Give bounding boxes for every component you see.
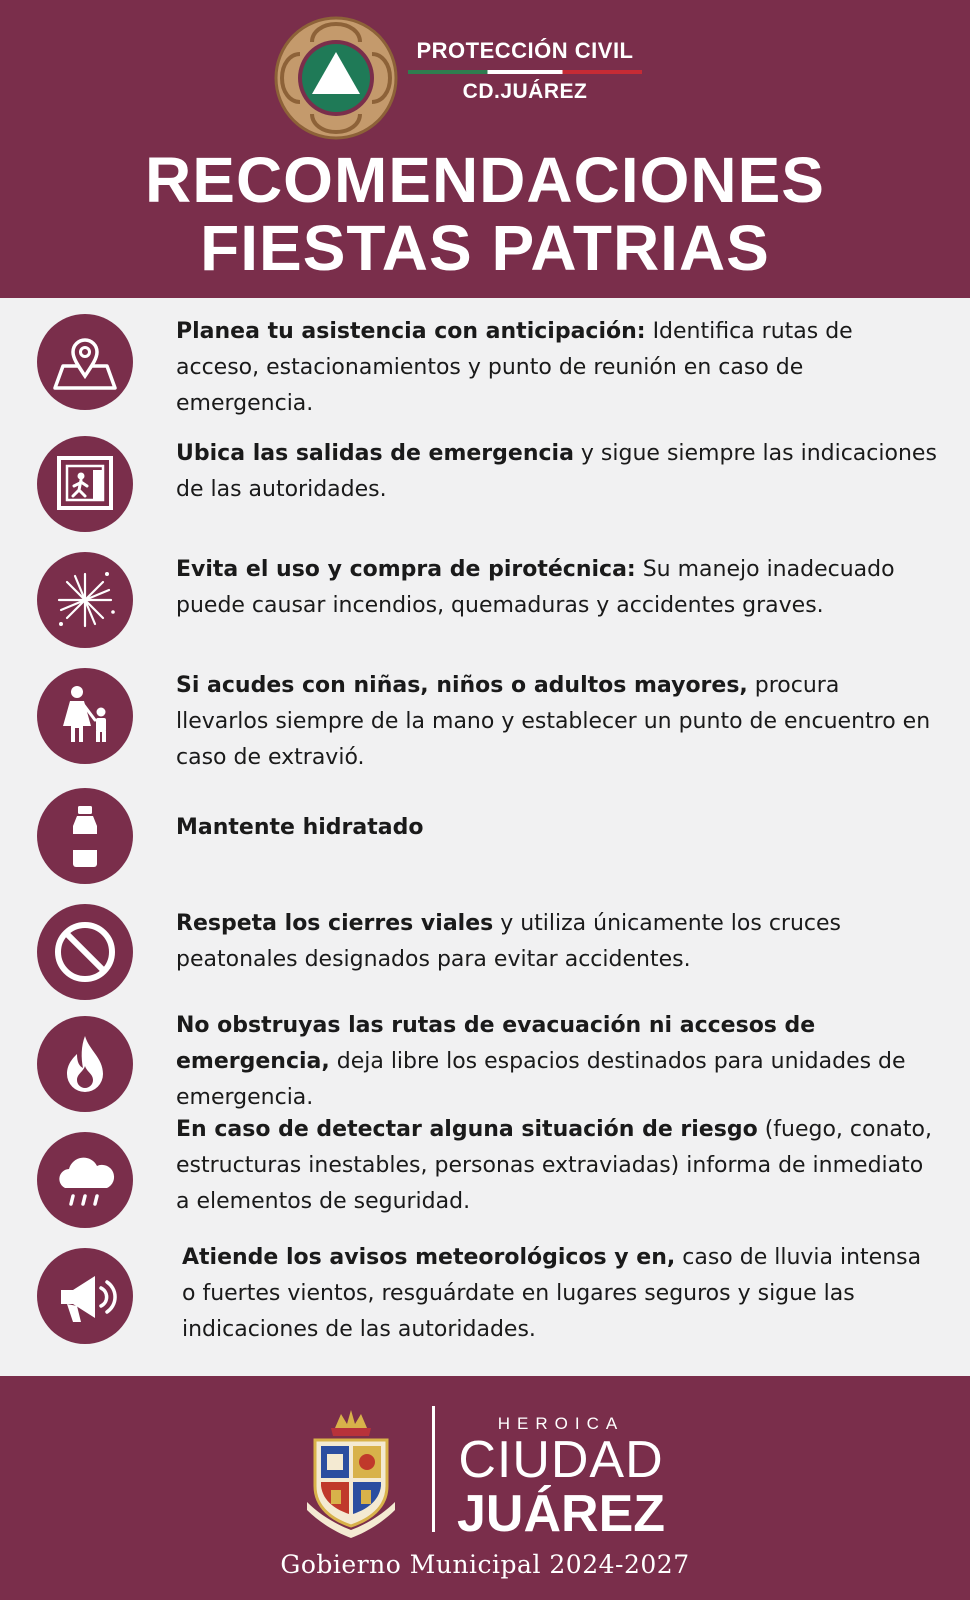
recommendation-body: Su manejo inadecuado puede causar incendios, quemaduras y accidentes graves. xyxy=(176,557,895,618)
recommendation-text xyxy=(176,314,938,422)
adult-child-icon xyxy=(37,668,133,764)
org-name-line2: CD.JUÁREZ xyxy=(462,80,588,103)
recommendation-body: y sigue siempre las indicaciones de las autoridades. xyxy=(176,441,937,502)
proteccion-civil-wordmark xyxy=(400,38,650,104)
city-name-juarez: JUÁREZ xyxy=(456,1485,666,1543)
header-banner xyxy=(0,0,970,298)
recommendation-heading: Respeta los cierres viales xyxy=(176,911,494,936)
flame-icon xyxy=(37,1016,133,1112)
recommendation-body: Identifica rutas de acceso, estacionamientos y punto de reunión en caso de emergencia. xyxy=(176,319,853,416)
recommendation-text xyxy=(176,436,938,508)
recommendation-text xyxy=(176,1112,938,1220)
fireworks-icon xyxy=(37,552,133,648)
recommendation-text xyxy=(176,1008,938,1116)
rain-cloud-icon xyxy=(37,1132,133,1228)
government-term-label: Gobierno Municipal 2024-2027 xyxy=(280,1550,690,1579)
megaphone-icon xyxy=(37,1248,133,1344)
recommendation-heading: Atiende los avisos meteorológicos y en, xyxy=(182,1245,676,1270)
page-title-line1: RECOMENDACIONES xyxy=(145,144,825,216)
recommendation-heading: En caso de detectar alguna situación de riesgo xyxy=(176,1117,758,1142)
footer-banner xyxy=(0,1376,970,1600)
ciudad-juarez-crest-icon xyxy=(305,1406,397,1542)
recommendation-body: procura llevarlos siempre de la mano y establecer un punto de encuentro en caso de extravió. xyxy=(176,673,931,770)
recommendation-body: (fuego, conato, estructuras inestables, personas extraviadas) informa de inmediato a elementos de seguridad. xyxy=(176,1117,932,1214)
recommendation-body: caso de lluvia intensa o fuertes vientos, resguárdate en lugares seguros y sigue las indicaciones de las autoridades. xyxy=(182,1245,922,1342)
city-heroica-label: HEROICA xyxy=(497,1414,625,1433)
recommendation-heading: Planea tu asistencia con anticipación: xyxy=(176,319,646,344)
recommendation-text xyxy=(176,906,938,978)
recommendation-heading: Si acudes con niñas, niños o adultos mayores, xyxy=(176,673,748,698)
map-pin-icon xyxy=(37,314,133,410)
recommendation-heading: Ubica las salidas de emergencia xyxy=(176,441,574,466)
page-title-line2: FIESTAS PATRIAS xyxy=(200,212,770,284)
city-name-ciudad: CIUDAD xyxy=(458,1431,664,1489)
proteccion-civil-logo-icon xyxy=(268,14,404,142)
emergency-exit-icon xyxy=(37,436,133,532)
recommendation-body: y utiliza únicamente los cruces peatonales designados para evitar accidentes. xyxy=(176,911,841,972)
recommendation-text xyxy=(176,668,938,776)
flag-color-rule xyxy=(408,70,642,74)
recommendation-text xyxy=(182,1240,938,1348)
org-name-line1: PROTECCIÓN CIVIL xyxy=(416,38,634,63)
recommendation-body: deja libre los espacios destinados para unidades de emergencia. xyxy=(176,1049,906,1110)
recommendation-heading: Evita el uso y compra de pirotécnica: xyxy=(176,557,636,582)
water-bottle-icon xyxy=(37,788,133,884)
recommendation-text xyxy=(176,552,938,624)
recommendation-text xyxy=(176,810,938,846)
recommendation-heading: Mantente hidratado xyxy=(176,815,424,840)
footer-divider xyxy=(432,1406,435,1532)
recommendation-heading: No obstruyas las rutas de evacuación ni accesos de emergencia, xyxy=(176,1013,816,1074)
prohibited-icon xyxy=(37,904,133,1000)
